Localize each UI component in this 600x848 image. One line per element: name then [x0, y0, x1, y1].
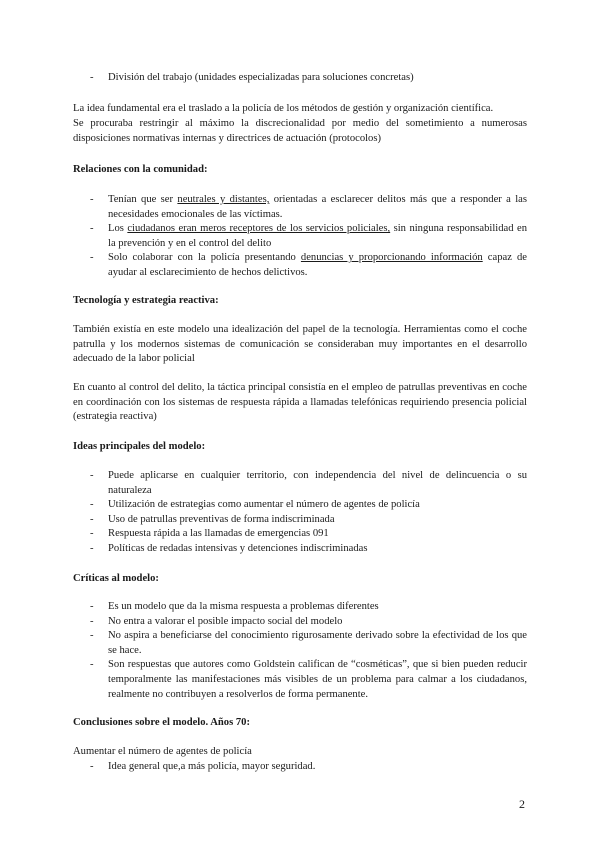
list-item-text: División del trabajo (unidades especializadas para soluciones concretas) [108, 72, 414, 83]
technology-heading: Tecnología y estrategia reactiva: [73, 295, 219, 306]
list-item [73, 527, 527, 542]
list-item [73, 600, 527, 615]
technology-paragraph-2: En cuanto al control del delito, la táctica principal consistía en el empleo de patrullas preventivas en coche en coordinación con los sistemas de respuesta rápida a llamadas telefónicas requiriendo presencia policial (estrategia reactiva) [73, 382, 527, 423]
item-text-underlined: neutrales y distantes, [177, 194, 270, 205]
dash-bullet: - [90, 223, 94, 235]
item-text-post: capaz de ayudar al esclarecimiento de hechos delictivos. [108, 252, 527, 278]
list-item-text: Utilización de estrategias como aumentar el número de agentes de policía [108, 499, 420, 511]
dash-bullet: - [90, 252, 94, 264]
item-text-pre: Tenían que ser [108, 194, 178, 205]
dash-bullet: - [90, 513, 94, 525]
critics-heading: Críticas al modelo: [73, 573, 159, 584]
conclusions-list [73, 760, 527, 775]
dash-bullet: - [90, 470, 94, 481]
list-item [73, 498, 527, 513]
intro-line-1: La idea fundamental era el traslado a la policía de los métodos de gestión y organización científica. [73, 103, 494, 114]
list-item-text: No entra a valorar el posible impacto social del modelo [108, 615, 343, 627]
dash-bullet: - [90, 659, 94, 671]
list-item-text: Es un modelo que da la misma respuesta a problemas diferentes [108, 601, 379, 612]
dash-bullet: - [90, 194, 94, 205]
dash-bullet: - [90, 630, 94, 642]
list-item-text: No aspira a beneficiarse del conocimiento rigurosamente derivado sobre la efectividad de los que se hace. [108, 630, 527, 656]
list-item [73, 513, 527, 528]
dash-bullet: - [90, 72, 94, 83]
conclusions-heading: Conclusiones sobre el modelo. Años 70: [73, 717, 250, 728]
item-text-post: sin ninguna responsabilidad en la prevención y en el control del delito [108, 223, 527, 249]
list-item [73, 615, 527, 630]
list-item [73, 760, 527, 775]
top-list [73, 71, 527, 86]
item-text-pre: Solo colaborar con la policía presentando [108, 252, 301, 264]
list-item [73, 222, 527, 251]
list-item-text: Son respuestas que autores como Goldstein califican de “cosméticas”, que si bien pueden reducir temporalmente las manifestaciones más visibles de un problema para calmar a los ciudadanos, realmente no contribuyen a resolverlos de forma permanente. [108, 659, 527, 700]
list-item-text: Idea general que,a más policía, mayor seguridad. [108, 761, 316, 772]
item-text-post: orientadas a esclarecer delitos más que a responder a las necesidades emocionales de las víctimas. [108, 194, 528, 220]
list-item-text: Respuesta rápida a las llamadas de emergencias 091 [108, 528, 329, 540]
list-item [73, 71, 527, 86]
item-text-underlined: denuncias y proporcionando información [300, 252, 483, 264]
list-item [73, 658, 527, 702]
dash-bullet: - [90, 601, 94, 612]
dash-bullet: - [90, 528, 94, 540]
dash-bullet: - [90, 761, 94, 772]
item-text-pre: Los [108, 223, 128, 235]
dash-bullet: - [90, 542, 94, 554]
list-item-text: Uso de patrullas preventivas de forma indiscriminada [108, 513, 335, 525]
community-list [73, 193, 527, 281]
list-item [73, 193, 527, 222]
list-item [73, 469, 527, 498]
list-item [73, 251, 527, 280]
dash-bullet: - [90, 499, 94, 511]
item-text-underlined: ciudadanos eran meros receptores de los servicios policiales, [127, 223, 391, 235]
dash-bullet: - [90, 615, 94, 627]
list-item [73, 629, 527, 658]
critics-list [73, 600, 527, 702]
community-heading: Relaciones con la comunidad: [73, 164, 208, 175]
ideas-list [73, 469, 527, 557]
page-number: 2 [519, 797, 525, 811]
ideas-heading: Ideas principales del modelo: [73, 441, 206, 452]
intro-line-2: Se procuraba restringir al máximo la discrecionalidad por medio del sometimiento a numerosas disposiciones normativas internas y directrices de actuación (protocolos) [73, 118, 527, 144]
list-item-text: Políticas de redadas intensivas y detenciones indiscriminadas [108, 542, 368, 554]
list-item [73, 542, 527, 557]
list-item-text: Puede aplicarse en cualquier territorio, con independencia del nivel de delincuencia o su naturaleza [108, 470, 527, 496]
conclusions-line: Aumentar el número de agentes de policía [73, 746, 252, 757]
technology-paragraph-1: También existía en este modelo una idealización del papel de la tecnología. Herramientas como el coche patrulla y los modernos sistemas de comunicación se consideraban muy importantes en el desarrollo adecuado de la labor policial [73, 324, 527, 365]
